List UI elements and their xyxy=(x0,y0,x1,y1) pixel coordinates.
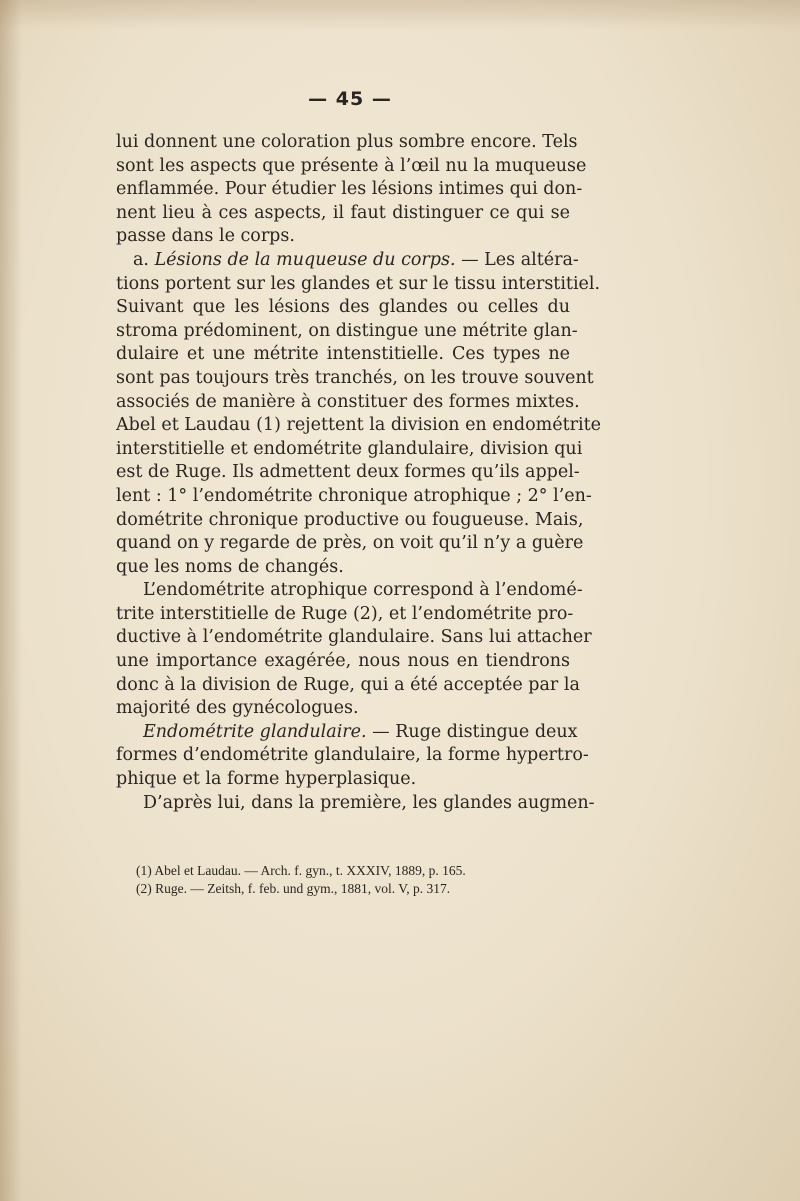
text-line xyxy=(116,249,579,273)
line-prefix: a. xyxy=(133,249,155,270)
text-line: L’endométrite atrophique correspond à l’endomé- xyxy=(143,580,583,601)
text-line: tions portent sur les glandes et sur le tissu interstitiel. xyxy=(116,273,601,294)
page-shadow-top xyxy=(0,0,800,30)
text-line: ductive à l’endométrite glandulaire. Sans lui attacher xyxy=(116,627,592,648)
text-line: D’après lui, dans la première, les glandes augmen- xyxy=(143,792,595,813)
text-line: phique et la forme hyperplasique. xyxy=(116,769,417,790)
section-heading-italic: Endométrite glandulaire. xyxy=(143,721,367,742)
text-line xyxy=(116,721,578,745)
text-line: quand on y regarde de près, on voit qu’il n’y a guère xyxy=(116,533,584,554)
text-line: dométrite chronique productive ou fougueuse. Mais, xyxy=(116,509,584,530)
page-shadow-left xyxy=(0,0,22,1201)
text-line: formes d’endométrite glandulaire, la forme hypertro- xyxy=(116,745,589,766)
text-line: dulaire et une métrite intenstitielle. Ces types ne xyxy=(116,344,570,365)
text-line: passe dans le corps. xyxy=(116,226,295,247)
text-line: Suivant que les lésions des glandes ou celles du xyxy=(116,297,570,318)
page-number: — 45 — xyxy=(308,88,392,110)
text-line: que les noms de changés. xyxy=(116,556,344,577)
text-line: une importance exagérée, nous nous en tiendrons xyxy=(116,651,570,672)
section-heading-italic: Lésions de la muqueuse du corps. xyxy=(154,249,456,270)
text-line: sont pas toujours très tranchés, on les trouve souvent xyxy=(116,367,594,388)
text-line: donc à la division de Ruge, qui a été acceptée par la xyxy=(116,674,580,695)
line-text: — Ruge distingue deux xyxy=(366,721,578,742)
text-line: associés de manière à constituer des formes mixtes. xyxy=(116,391,580,412)
text-line: stroma prédominent, on distingue une métrite glan- xyxy=(116,320,578,341)
text-line: nent lieu à ces aspects, il faut distinguer ce qui se xyxy=(116,202,570,223)
text-line: est de Ruge. Ils admettent deux formes qu’ils appel- xyxy=(116,462,580,483)
text-line: interstitielle et endométrite glandulaire, division qui xyxy=(116,438,583,459)
footnote: (1) Abel et Laudau. — Arch. f. gyn., t. XXXIV, 1889, p. 165. xyxy=(136,863,466,878)
text-line: enflammée. Pour étudier les lésions intimes qui don- xyxy=(116,179,583,200)
line-text: — Les altéra- xyxy=(455,249,579,270)
text-line: majorité des gynécologues. xyxy=(116,698,359,719)
body-text xyxy=(116,131,601,815)
text-line: lui donnent une coloration plus sombre encore. Tels xyxy=(116,132,578,152)
text-line: Abel et Laudau (1) rejettent la division en endométrite xyxy=(116,415,601,436)
text-line: lent : 1° l’endométrite chronique atrophique ; 2° l’en- xyxy=(116,485,592,506)
text-line: trite interstitielle de Ruge (2), et l’endométrite pro- xyxy=(116,603,574,624)
text-line: sont les aspects que présente à l’œil nu la muqueuse xyxy=(116,155,587,176)
footnotes xyxy=(136,862,576,898)
footnote: (2) Ruge. — Zeitsh, f. feb. und gym., 1881, vol. V, p. 317. xyxy=(136,881,451,896)
